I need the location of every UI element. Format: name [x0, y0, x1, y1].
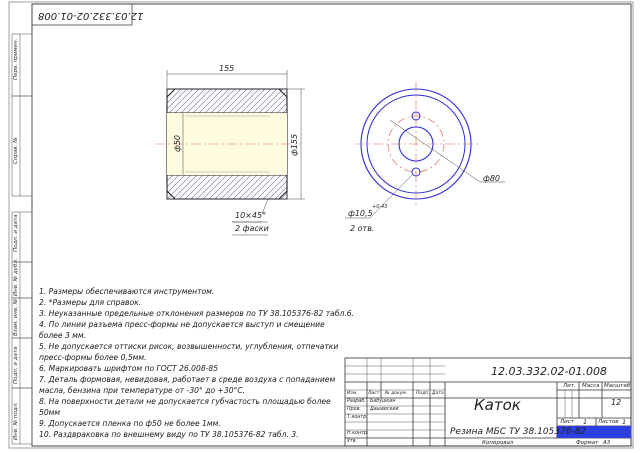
tb-material: Резина МБС ТУ 38.105376-82	[450, 427, 587, 437]
dim-hole-tol: +0,43	[372, 204, 388, 210]
dim-bore: ф50	[173, 134, 182, 152]
note-line: 6. Маркировать шрифтом по ГОСТ 26.008-85	[39, 364, 219, 373]
roller-end-view	[345, 82, 505, 218]
tb-sheet-label: Лист	[560, 419, 574, 425]
note-line: 7. Деталь формовая, невидовая, работает в среде воздуха с попаданием	[39, 375, 336, 384]
tb-format: Формат	[576, 440, 599, 446]
strip-label-perv: Перв. примен.	[13, 38, 19, 80]
dim-chamfer: 10×45°	[235, 211, 267, 220]
tb-designation: 12.03.332.02-01.008	[491, 365, 607, 378]
tb-name-razrab: Бабушкин	[370, 399, 396, 404]
note-line: 10. Раздвраковка по внешнему виду по ТУ 38.105376-82 табл. 3.	[39, 430, 299, 439]
tb-head-list: Лист	[368, 391, 380, 396]
tb-col-lit: Лит.	[563, 383, 576, 389]
tb-part-name: Каток	[474, 396, 521, 414]
note-line: 5. Не допускается оттиски рисок, возвышенности, углубления, отпечатки	[39, 342, 339, 351]
roller-section-view	[155, 70, 305, 235]
dim-chamfer-note: 2 фаски	[235, 224, 269, 233]
tb-scale-value: 12	[611, 398, 622, 407]
dim-circle: ф80	[483, 174, 501, 183]
strip-label-dubl: Инв. № дубл.	[13, 258, 19, 296]
strip-label-podp1: Подп. и дата	[13, 214, 19, 252]
tb-sheet-num: 1	[583, 418, 588, 426]
note-line: пресс-формы более 0,5мм.	[39, 353, 147, 362]
tb-role-razrab: Разраб.	[347, 399, 366, 404]
note-line: 2. *Размеры для справок.	[39, 298, 142, 307]
strip-label-sprav: Справ. №	[13, 137, 19, 164]
dim-outer: ф155	[290, 133, 299, 156]
tb-head-podp: Подп.	[416, 391, 430, 396]
strip-label-inv: Инв. № подл.	[13, 402, 19, 440]
dim-hole: ф10,5	[348, 209, 373, 218]
tb-role-tkontr: Т.контр.	[347, 415, 368, 420]
tb-role-prov: Пров.	[347, 407, 361, 412]
dim-hole-note: 2 отв.	[350, 224, 375, 233]
dim-length: 155	[219, 64, 235, 73]
tb-sheets-num: 1	[622, 418, 627, 426]
note-line: 9. Допускается пленка по ф50 не более 1мм.	[39, 419, 221, 428]
tb-role-utv: Утв.	[347, 439, 358, 444]
tb-head-izm: Изм.	[347, 391, 358, 396]
note-line: 1. Размеры обеспечиваются инструментом.	[39, 287, 215, 296]
tb-sheets-label: Листов	[598, 419, 619, 425]
note-line: 3. Неуказанные предельные отклонения размеров по ТУ 38.105376-82 табл.6.	[39, 309, 355, 318]
tb-role-nkontr: Н.контр.	[347, 431, 369, 436]
tb-head-data: Дата	[432, 391, 444, 396]
tb-head-doc: № докум.	[385, 391, 408, 396]
tb-format-value: A3	[603, 440, 611, 446]
note-line: масла, бензина при температуре от -30° до +30°С.	[39, 386, 246, 395]
tb-copied: Копировал	[482, 440, 514, 446]
tb-col-scale: Масштаб	[604, 383, 631, 389]
strip-label-podp2: Подп. и дата	[13, 346, 19, 384]
stamp-designation: 12.03.332.02-01.008	[38, 10, 144, 21]
note-line: 4. По линии разъема пресс-формы не допускается выступ и смещение	[39, 320, 325, 329]
note-line: 8. На поверхности детали не допускается губчастость площадью более	[39, 397, 331, 406]
tb-name-prov: Дашевский	[370, 407, 399, 412]
strip-label-vzam: Взам. инв. №	[13, 298, 19, 336]
tb-col-mass: Масса	[582, 383, 600, 389]
note-line: 50мм	[39, 408, 61, 417]
note-line: более 3 мм.	[39, 331, 87, 340]
